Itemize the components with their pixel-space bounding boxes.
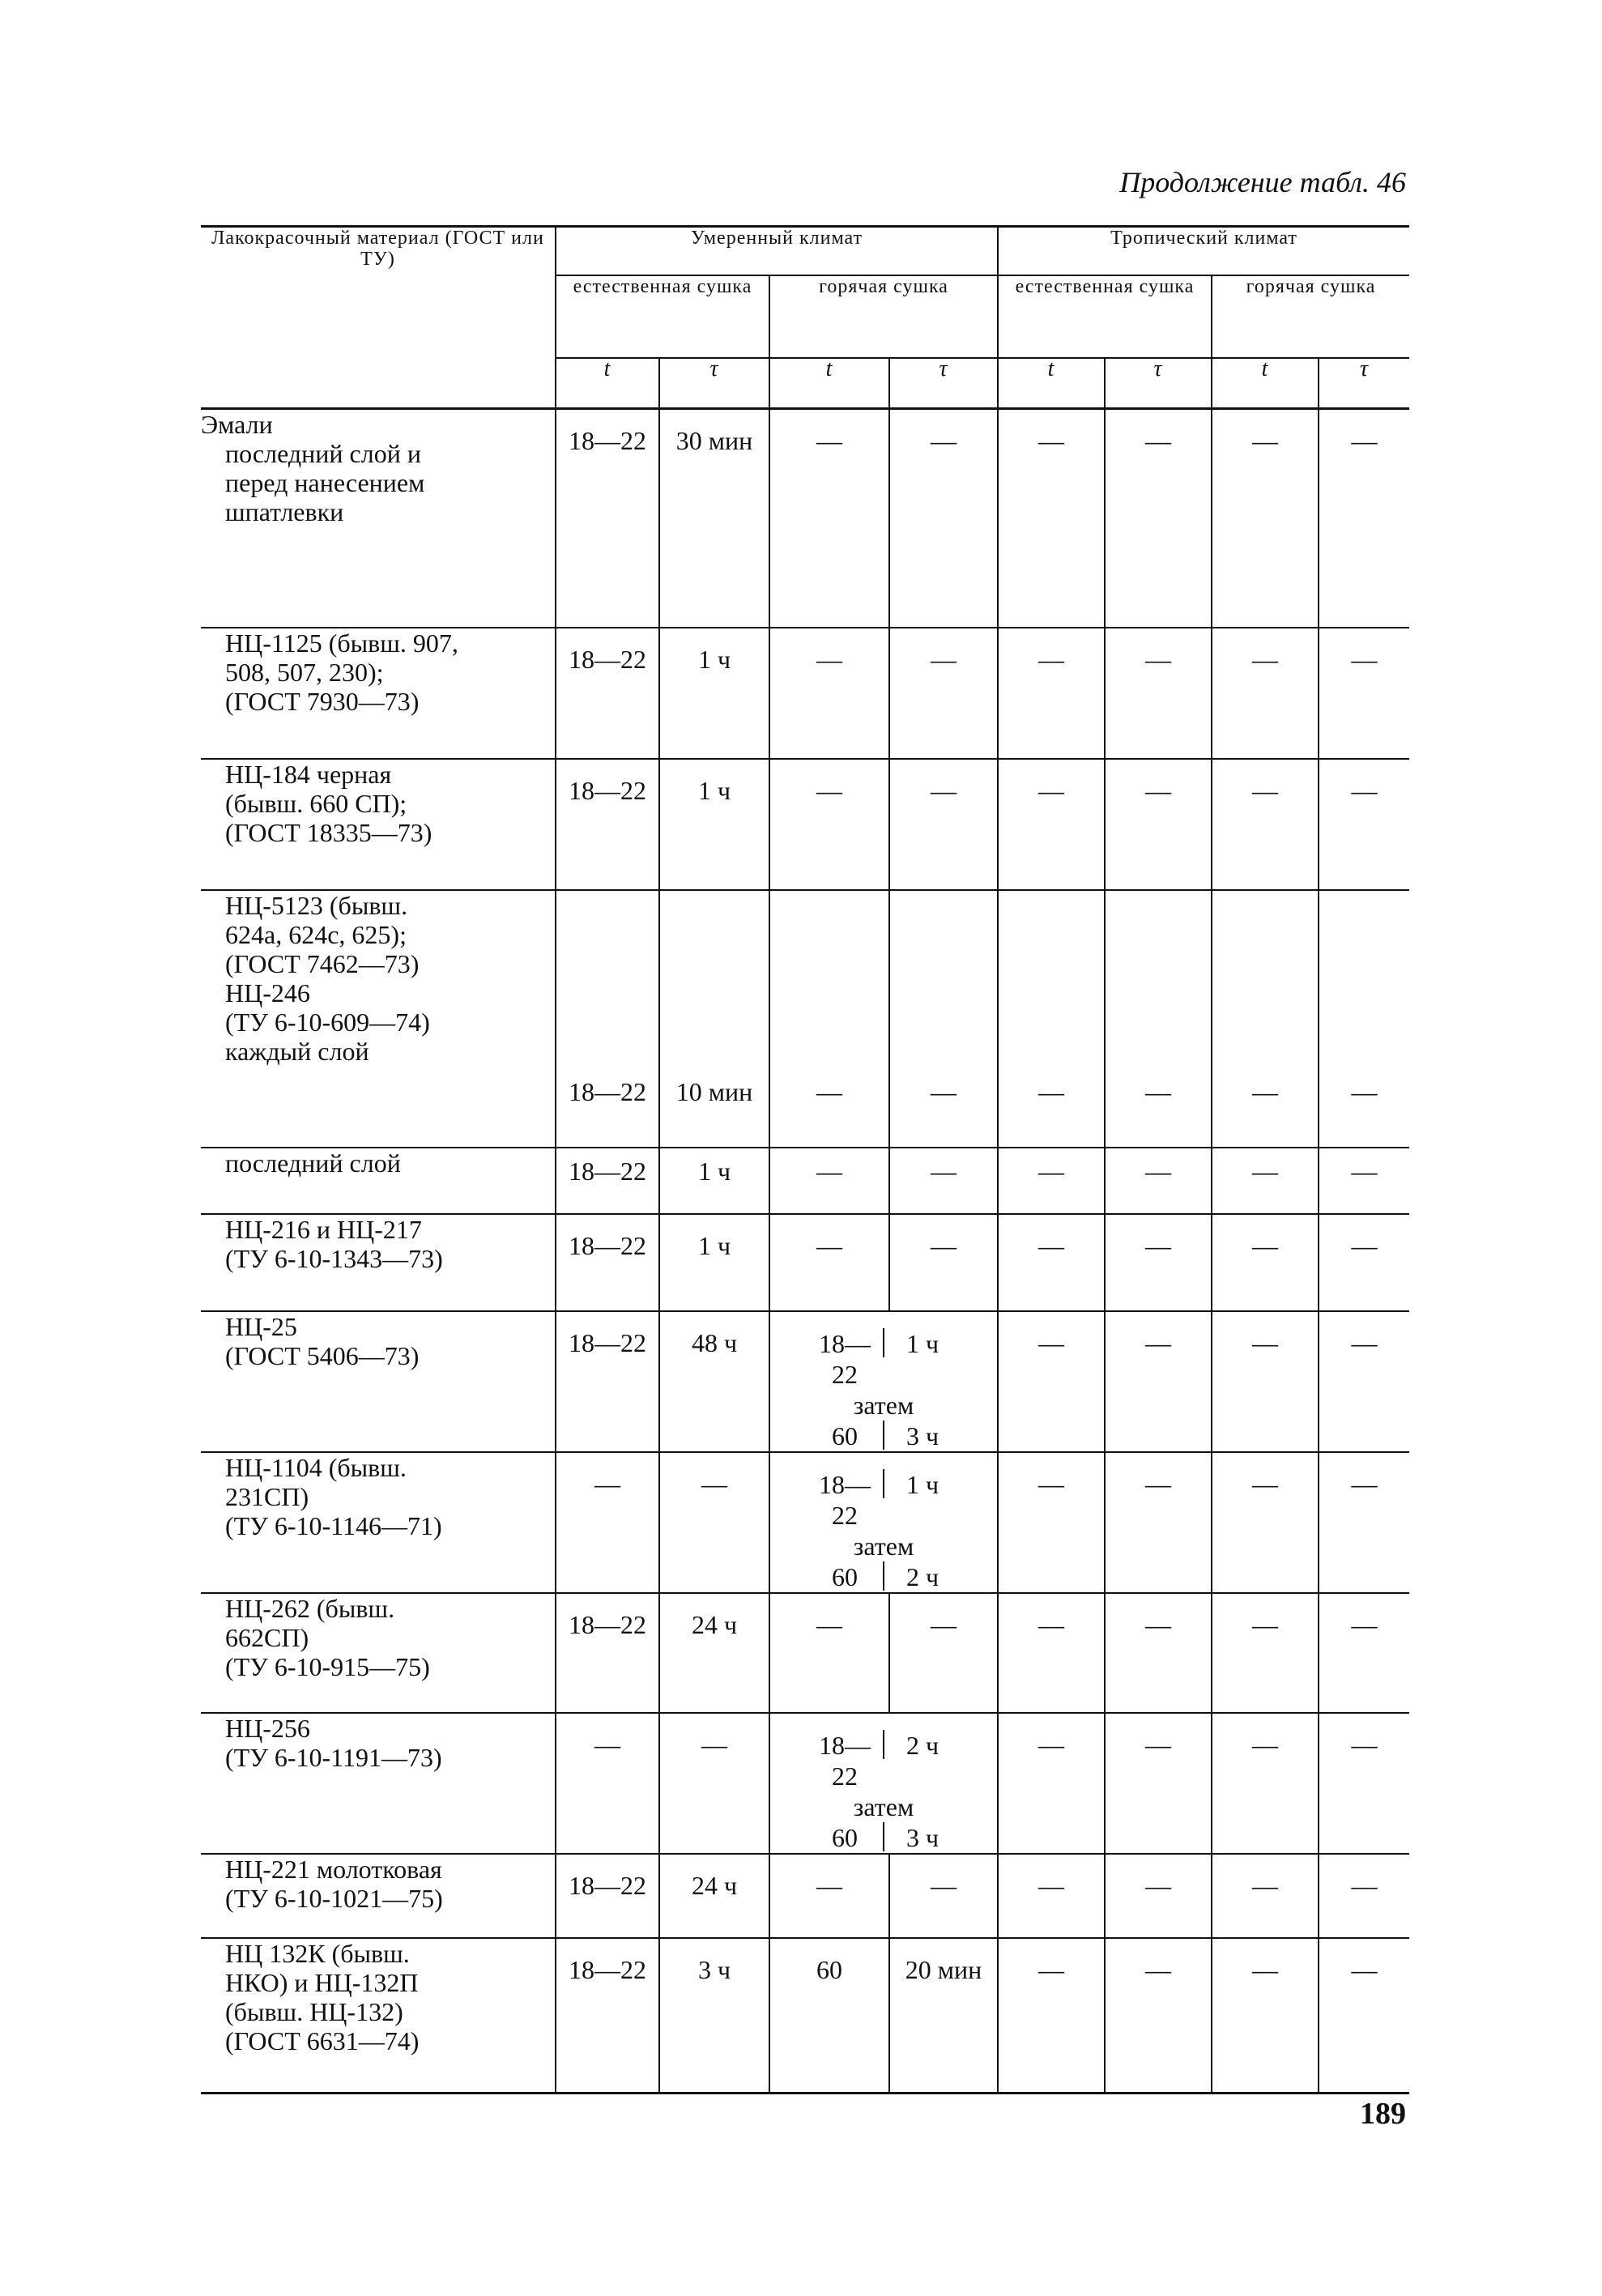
combo-first-step (770, 1328, 997, 1390)
table-row (201, 1854, 1409, 1938)
value-cell: — (998, 1148, 1105, 1214)
header-temperate: Умеренный климат (556, 227, 998, 276)
value-cell: 18—22 (556, 1854, 659, 1938)
combo-then: затем (853, 1791, 914, 1821)
value-cell: — (889, 1214, 998, 1311)
value-cell: — (1212, 409, 1319, 628)
header-temperate-hot: горячая сушка (769, 275, 998, 358)
header-t: t (769, 358, 889, 409)
material-line: (ТУ 6-10-1343—73) (225, 1243, 443, 1273)
value-cell: — (769, 409, 889, 628)
value-cell: — (1105, 1214, 1212, 1311)
value-cell: — (659, 1713, 769, 1854)
material-line: (ТУ 6-10-915—75) (225, 1651, 430, 1681)
value-cell: — (1105, 759, 1212, 890)
header-t: t (998, 358, 1105, 409)
material-line: 231СП) (225, 1481, 309, 1511)
value-cell: 1 ч (659, 1148, 769, 1214)
value-cell: — (1319, 1452, 1409, 1593)
value-cell: — (889, 1854, 998, 1938)
hot-drying-combo-cell (769, 1713, 998, 1854)
value-cell: — (1105, 628, 1212, 759)
value-cell: 18—22 (556, 1214, 659, 1311)
material-line: НЦ 132К (бывш. (225, 1938, 410, 1968)
material-cell (201, 1938, 556, 2094)
header-temperate-natural: естественная сушка (556, 275, 769, 358)
value-cell: 60 (769, 1938, 889, 2094)
value-cell: — (1212, 759, 1319, 890)
value-cell: — (1212, 1452, 1319, 1593)
value-cell: — (1319, 1214, 1409, 1311)
header-tropical-natural: естественная сушка (998, 275, 1212, 358)
table-row (201, 1452, 1409, 1593)
header-material: Лакокрасочный материал (ГОСТ или ТУ) (201, 227, 556, 409)
combo-then: затем (853, 1531, 914, 1561)
table-row (201, 1938, 1409, 2094)
material-cell (201, 890, 556, 1148)
material-cell (201, 1713, 556, 1854)
table-caption: Продолжение табл. 46 (1119, 166, 1406, 198)
value-cell: — (769, 1593, 889, 1713)
material-line: (бывш. НЦ-132) (225, 1996, 403, 2026)
value-cell: — (1105, 1148, 1212, 1214)
material-line: (ГОСТ 5406—73) (225, 1340, 420, 1370)
value-cell: — (1212, 1311, 1319, 1452)
value-cell: — (769, 759, 889, 890)
value-cell: — (1212, 1593, 1319, 1713)
material-cell (201, 409, 556, 628)
value-cell: 18—22 (556, 1938, 659, 2094)
value-cell: — (1212, 1854, 1319, 1938)
material-cell (201, 759, 556, 890)
material-line: (ТУ 6-10-609—74) (225, 1007, 430, 1037)
material-line: (ТУ 6-10-1146—71) (225, 1510, 442, 1540)
material-line: Эмали (201, 410, 273, 439)
table-row (201, 1593, 1409, 1713)
material-line: (ГОСТ 7930—73) (225, 686, 420, 716)
value-cell: 18—22 (556, 628, 659, 759)
material-line: шпатлевки (225, 497, 344, 526)
material-line: (ГОСТ 6631—74) (225, 2026, 420, 2055)
value-cell: — (1319, 890, 1409, 1148)
value-cell: — (998, 1452, 1105, 1593)
material-line: НЦ-25 (225, 1311, 297, 1341)
value-cell: — (889, 409, 998, 628)
header-tau: τ (1105, 358, 1212, 409)
value-cell: — (1212, 1938, 1319, 2094)
table-row (201, 1148, 1409, 1214)
material-cell (201, 1311, 556, 1452)
combo-temp: 18—22 (819, 1469, 871, 1530)
value-cell: — (1105, 1452, 1212, 1593)
material-line: каждый слой (225, 1036, 369, 1066)
combo-time: 3 ч (905, 1822, 939, 1852)
material-line: НЦ-256 (225, 1713, 310, 1743)
value-cell: — (769, 1214, 889, 1311)
value-cell: — (1105, 1854, 1212, 1938)
material-line: последний слой и (225, 439, 421, 468)
value-cell: — (1212, 1148, 1319, 1214)
table-row (201, 628, 1409, 759)
combo-temp: 18—22 (819, 1730, 871, 1791)
value-cell: — (1105, 1938, 1212, 2094)
value-cell: — (889, 759, 998, 890)
table-row (201, 759, 1409, 890)
combo-first-step (770, 1469, 997, 1531)
combo-time: 2 ч (905, 1730, 939, 1760)
combo-temp: 60 (832, 1822, 858, 1852)
value-cell: — (769, 628, 889, 759)
combo-time: 1 ч (905, 1328, 939, 1358)
material-line: (ТУ 6-10-1191—73) (225, 1742, 442, 1772)
value-cell: — (1105, 409, 1212, 628)
material-line: НЦ-1104 (бывш. (225, 1452, 407, 1482)
value-cell: 30 мин (659, 409, 769, 628)
material-line: НЦ-184 черная (225, 759, 392, 789)
table-row (201, 1311, 1409, 1452)
material-line: (ГОСТ 18335—73) (225, 817, 432, 847)
material-line: НЦ-216 и НЦ-217 (225, 1214, 422, 1244)
hot-drying-combo-cell (769, 1311, 998, 1452)
value-cell: 10 мин (659, 890, 769, 1148)
value-cell: — (1319, 1148, 1409, 1214)
value-cell: 20 мин (889, 1938, 998, 2094)
combo-temp: 60 (832, 1561, 858, 1591)
material-line: (ГОСТ 7462—73) (225, 948, 420, 978)
combo-second-step (770, 1561, 997, 1592)
value-cell: — (998, 1854, 1105, 1938)
value-cell: — (1105, 1311, 1212, 1452)
value-cell: 48 ч (659, 1311, 769, 1452)
combo-second-step (770, 1421, 997, 1451)
value-cell: 18—22 (556, 1311, 659, 1452)
table-row (201, 409, 1409, 628)
material-line: (бывш. 660 СП); (225, 788, 407, 818)
value-cell: 18—22 (556, 409, 659, 628)
table-row (201, 1214, 1409, 1311)
value-cell: — (556, 1452, 659, 1593)
value-cell: 18—22 (556, 759, 659, 890)
value-cell: — (1319, 628, 1409, 759)
material-line: НЦ-1125 (бывш. 907, (225, 628, 458, 658)
value-cell: — (998, 1713, 1105, 1854)
combo-first-step (770, 1730, 997, 1791)
combo-divider (883, 1328, 884, 1357)
table-row (201, 890, 1409, 1148)
value-cell: — (1319, 759, 1409, 890)
value-cell: — (769, 1148, 889, 1214)
value-cell: 1 ч (659, 759, 769, 890)
material-cell (201, 1148, 556, 1214)
material-cell (201, 1854, 556, 1938)
value-cell: — (998, 759, 1105, 890)
drying-table (201, 225, 1409, 2094)
header-tropical: Тропический климат (998, 227, 1409, 276)
combo-divider (883, 1421, 884, 1450)
table-body (201, 409, 1409, 2094)
combo-then: затем (853, 1390, 914, 1420)
value-cell: — (998, 1938, 1105, 2094)
header-tau: τ (889, 358, 998, 409)
value-cell: — (1105, 1713, 1212, 1854)
combo-temp: 18—22 (819, 1328, 871, 1389)
header-t: t (556, 358, 659, 409)
material-cell (201, 1452, 556, 1593)
combo-temp: 60 (832, 1421, 858, 1450)
value-cell: — (556, 1713, 659, 1854)
value-cell: 18—22 (556, 890, 659, 1148)
value-cell: 1 ч (659, 1214, 769, 1311)
value-cell: — (889, 1148, 998, 1214)
material-line: перед нанесением (225, 468, 425, 497)
page-number: 189 (1360, 2097, 1406, 2131)
material-line: последний слой (225, 1148, 401, 1178)
combo-time: 3 ч (905, 1421, 939, 1450)
value-cell: — (1319, 1311, 1409, 1452)
material-line: НЦ-262 (бывш. (225, 1593, 395, 1623)
value-cell: — (998, 890, 1105, 1148)
value-cell: 18—22 (556, 1593, 659, 1713)
value-cell: — (1105, 1593, 1212, 1713)
material-line: НКО) и НЦ-132П (225, 1967, 419, 1997)
material-line: 508, 507, 230); (225, 657, 384, 687)
header-tau: τ (1319, 358, 1409, 409)
value-cell: — (889, 628, 998, 759)
value-cell: — (659, 1452, 769, 1593)
value-cell: — (1319, 1938, 1409, 2094)
value-cell: — (1212, 1713, 1319, 1854)
value-cell: — (998, 1311, 1105, 1452)
value-cell: — (998, 409, 1105, 628)
header-t: t (1212, 358, 1319, 409)
material-line: 624а, 624с, 625); (225, 919, 407, 949)
value-cell: — (998, 1214, 1105, 1311)
material-cell (201, 1593, 556, 1713)
value-cell: — (998, 628, 1105, 759)
value-cell: — (1105, 890, 1212, 1148)
combo-second-step (770, 1822, 997, 1853)
combo-divider (883, 1469, 884, 1498)
combo-divider (883, 1822, 884, 1851)
combo-time: 1 ч (905, 1469, 939, 1499)
combo-divider (883, 1730, 884, 1759)
material-cell (201, 1214, 556, 1311)
value-cell: — (1319, 1713, 1409, 1854)
value-cell: — (1212, 890, 1319, 1148)
value-cell: — (1212, 1214, 1319, 1311)
value-cell: — (1319, 409, 1409, 628)
material-line: НЦ-246 (225, 978, 310, 1007)
table-row (201, 1713, 1409, 1854)
value-cell: — (889, 1593, 998, 1713)
value-cell: — (1319, 1854, 1409, 1938)
value-cell: — (1319, 1593, 1409, 1713)
value-cell: 3 ч (659, 1938, 769, 2094)
material-line: 662СП) (225, 1622, 309, 1652)
header-tau: τ (659, 358, 769, 409)
value-cell: — (889, 890, 998, 1148)
value-cell: — (769, 1854, 889, 1938)
value-cell: 24 ч (659, 1854, 769, 1938)
value-cell: 24 ч (659, 1593, 769, 1713)
material-cell (201, 628, 556, 759)
material-line: НЦ-5123 (бывш. (225, 890, 408, 920)
material-line: НЦ-221 молотковая (225, 1854, 442, 1884)
value-cell: — (1212, 628, 1319, 759)
value-cell: 18—22 (556, 1148, 659, 1214)
combo-divider (883, 1561, 884, 1591)
header-tropical-hot: горячая сушка (1212, 275, 1409, 358)
material-line: (ТУ 6-10-1021—75) (225, 1883, 443, 1913)
value-cell: — (769, 890, 889, 1148)
hot-drying-combo-cell (769, 1452, 998, 1593)
value-cell: — (998, 1593, 1105, 1713)
value-cell: 1 ч (659, 628, 769, 759)
combo-time: 2 ч (905, 1561, 939, 1591)
